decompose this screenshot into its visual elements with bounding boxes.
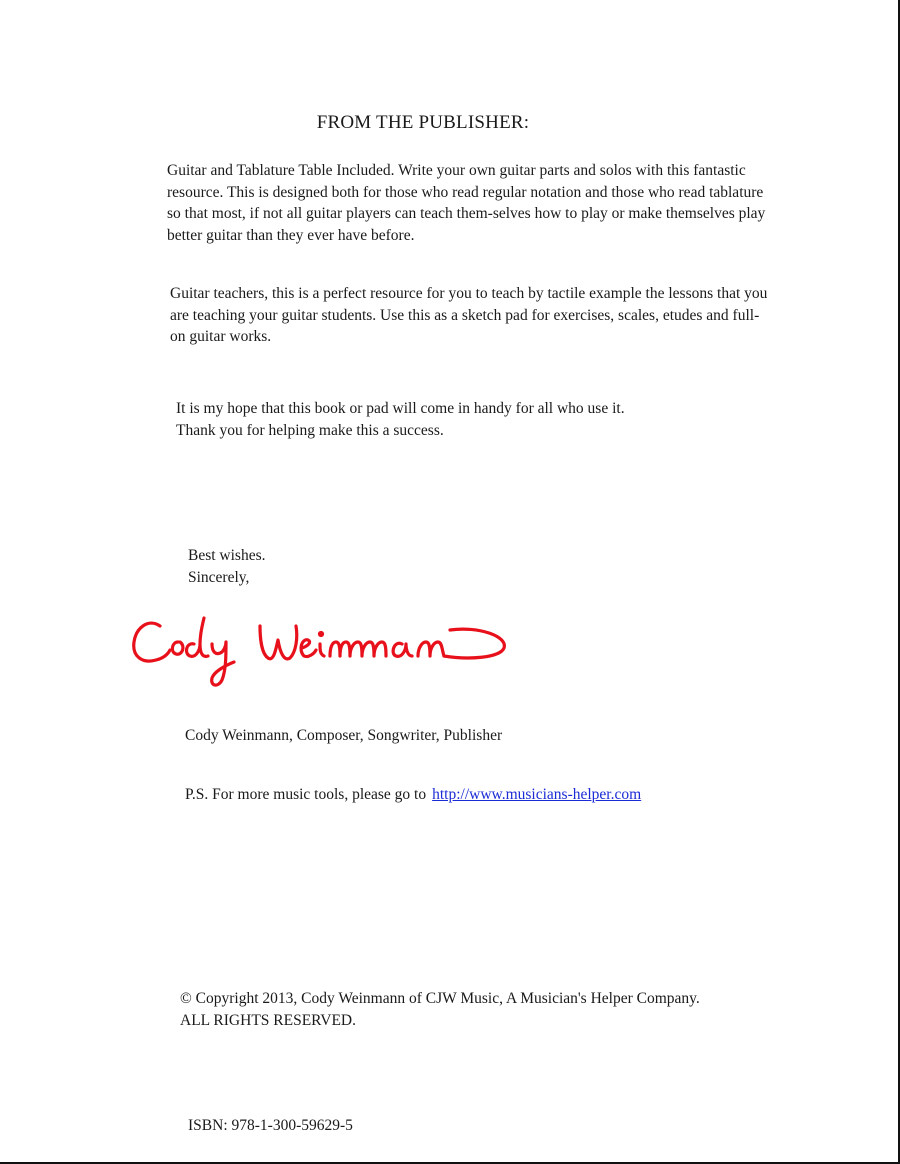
page-heading: FROM THE PUBLISHER: [316,112,530,133]
closing [188,545,266,588]
hope-line-1: It is my hope that this book or pad will come in handy for all who use it. [176,400,625,417]
handwritten-signature [128,600,513,692]
closing-sincerely: Sincerely, [188,568,250,586]
isbn-number: ISBN: 978-1-300-59629-5 [188,1117,353,1134]
postscript [185,786,641,804]
hope-line-2: Thank you for helping make this a success. [176,421,444,439]
copyright-line: © Copyright 2013, Cody Weinmann of CJW Music, A Musician's Helper Company. [180,990,700,1007]
postscript-text: P.S. For more music tools, please go to [185,786,427,803]
paragraph-intro: Guitar and Tablature Table Included. Write your own guitar parts and solos with this fantastic resource. This is designed both for those who read regular notation and those who read tablature so that most, if not all guitar players can teach them-selves how to play or make themselves play better guitar than they ever have before. [167,162,766,244]
rights-reserved-line: ALL RIGHTS RESERVED. [180,1011,357,1029]
copyright-notice [180,988,700,1031]
signer-name-title: Cody Weinmann, Composer, Songwriter, Publisher [185,727,503,744]
paragraph-hope [176,398,776,441]
website-link[interactable]: http://www.musicians-helper.com [432,786,642,803]
closing-best-wishes: Best wishes. [188,547,266,564]
paragraph-teachers: Guitar teachers, this is a perfect resource for you to teach by tactile example the lessons that you are teaching your guitar students. Use this as a sketch pad for exercises, scales, etudes and full-on guitar works. [170,285,768,345]
